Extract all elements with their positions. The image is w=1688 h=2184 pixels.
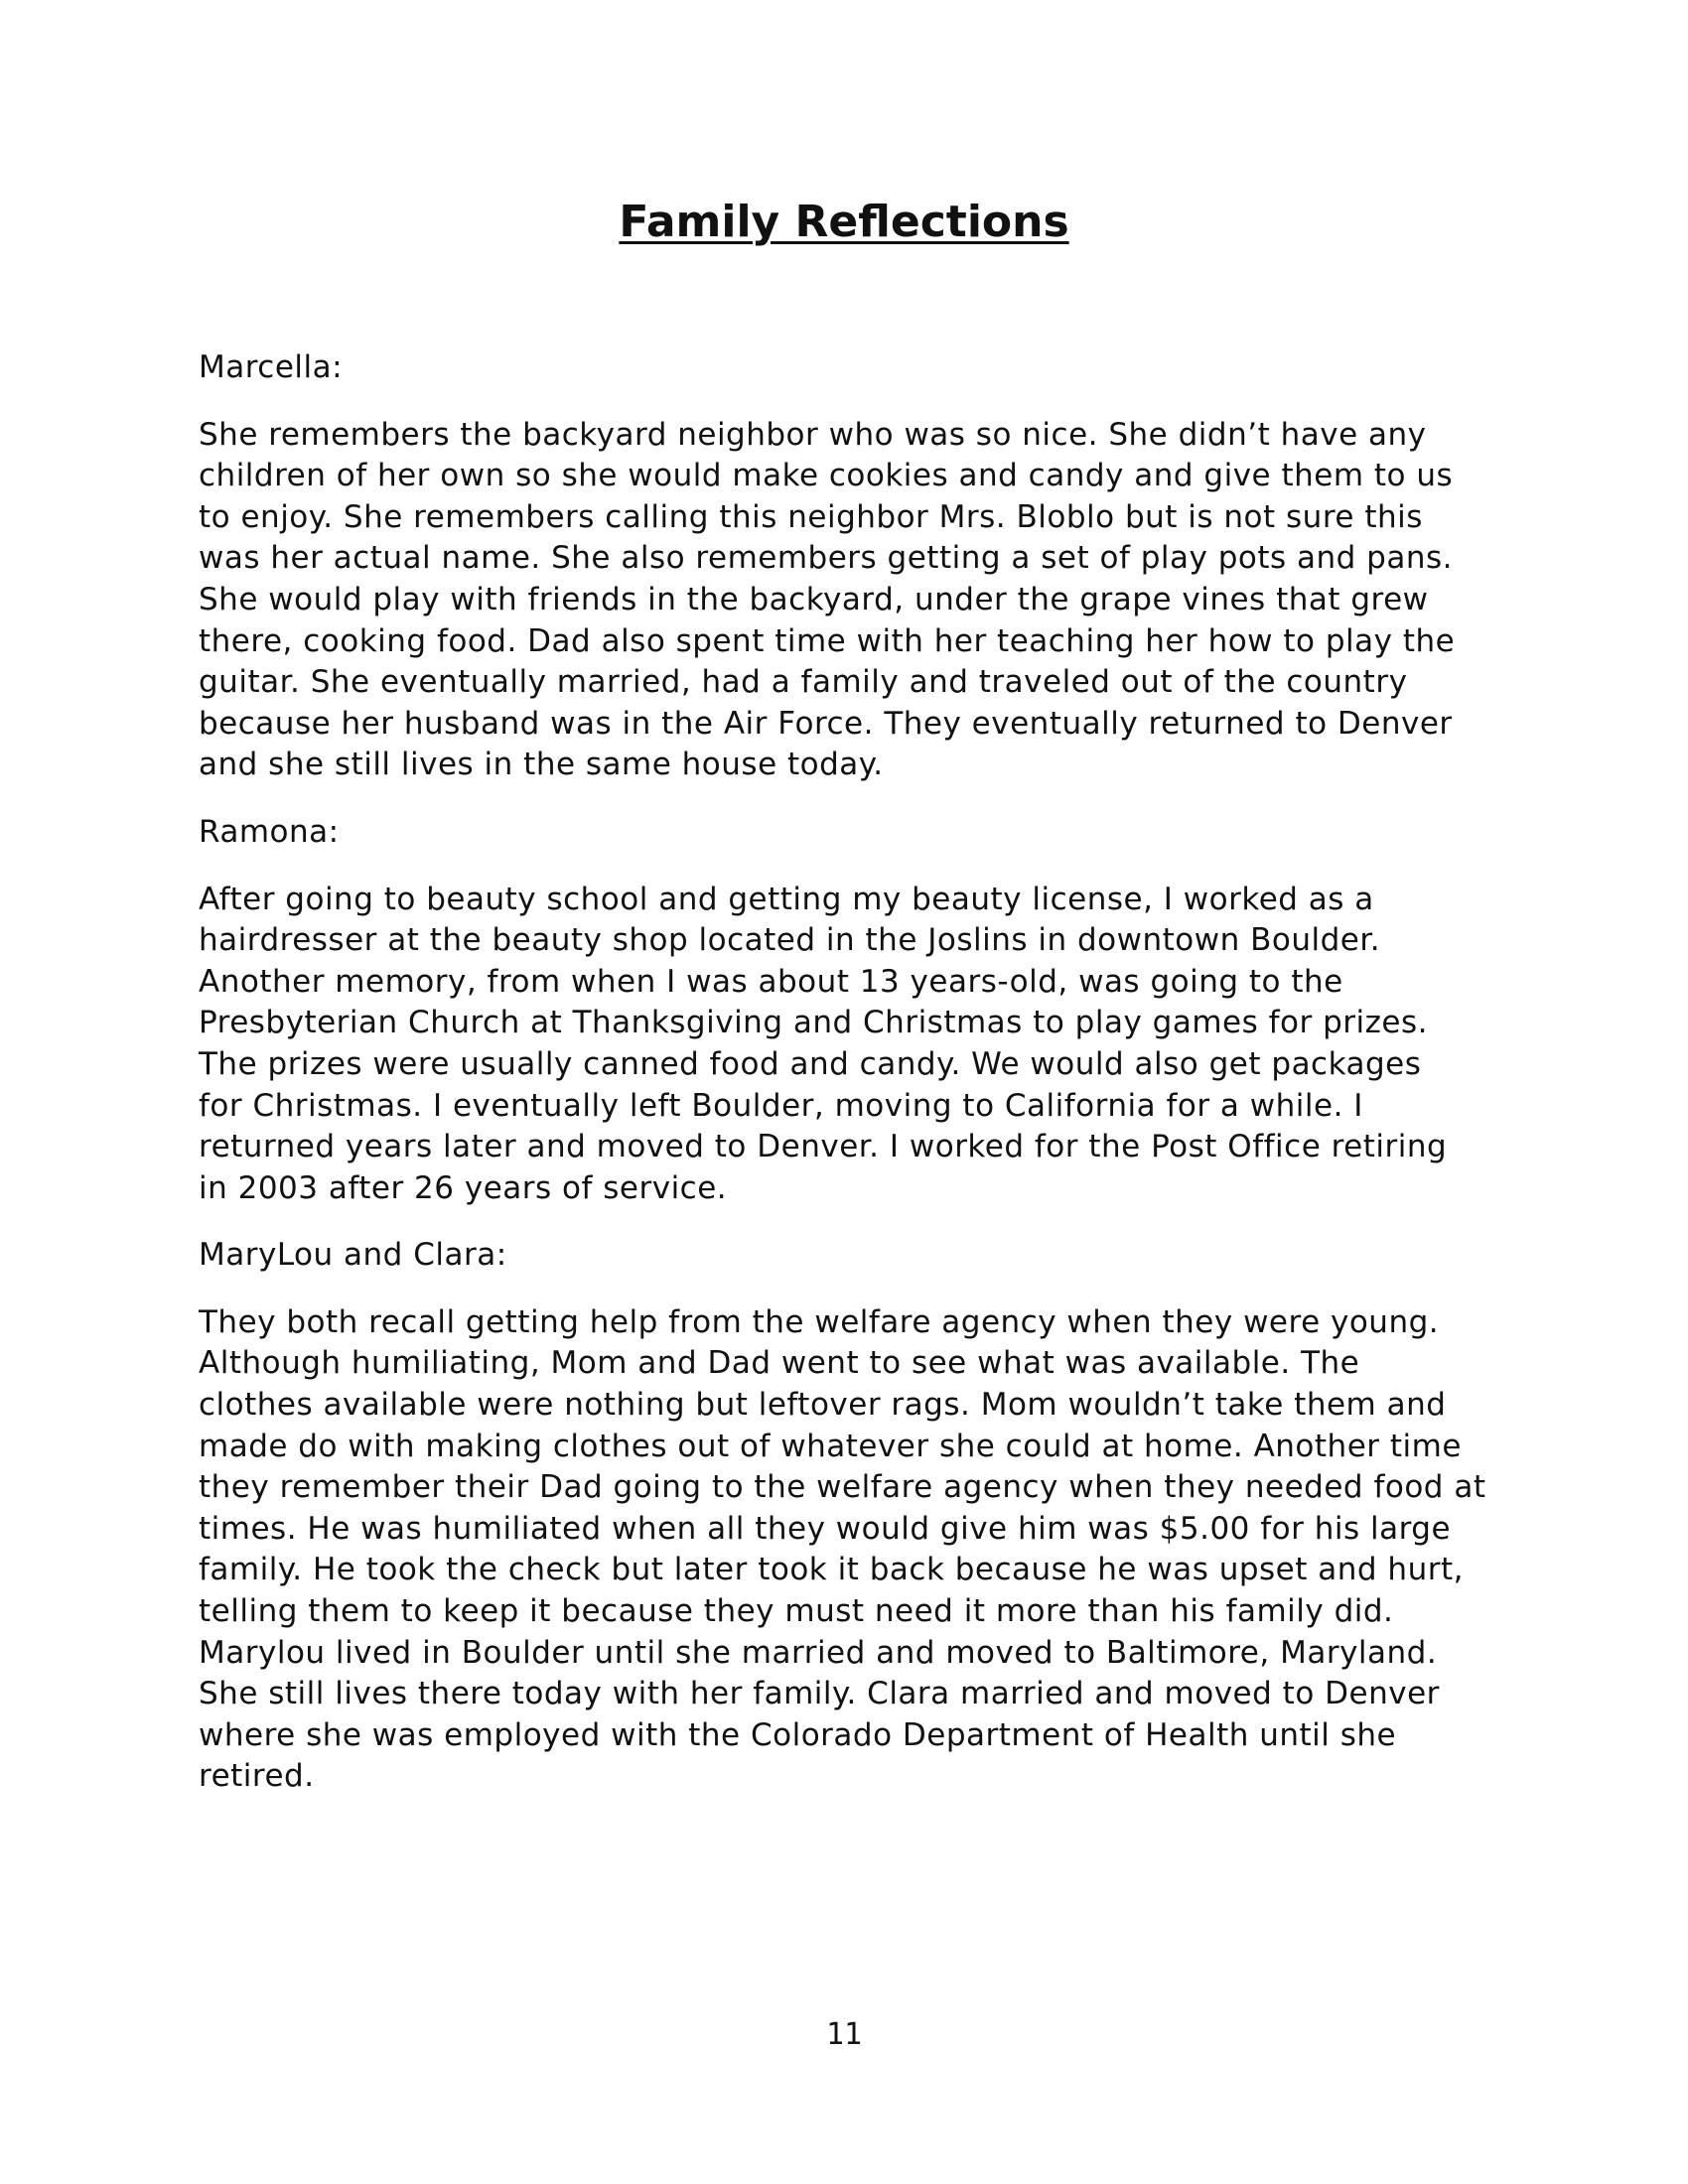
document-content [199,347,1489,1824]
section-marcella [199,347,1489,786]
section-marylou-and-clara [199,1235,1489,1798]
page-number: 11 [825,2017,863,2052]
page-title: Family Reflections [619,197,1069,247]
section-label: Marcella: [199,349,344,385]
section-ramona [199,812,1489,1209]
section-paragraph: They both recall getting help from the welfare agency when they were young. Although humiliating, Mom and Dad went to see what was available. The clothes available were nothing but leftover rags. Mom wouldn’t take them and made do with making clothes out of whatever she could at home. Another time they remember their Dad going to the welfare agency when they needed food at times. He was humiliated when all they would give him was $5.00 for his large family. He took the check but later took it back because he was upset and hurt, telling them to keep it because they must need it more than his family did. Marylou lived in Boulder until she married and moved to Baltimore, Maryland. She still lives there today with her family. Clara married and moved to Denver where she was employed with the Colorado Department of Health until she retired. [199,1303,1486,1795]
section-label: Ramona: [199,813,340,850]
section-paragraph: She remembers the backyard neighbor who was so nice. She didn’t have any children of her own so she would make cookies and candy and give them to us to enjoy. She remembers calling this neighbor Mrs. Bloblo but is not sure this was her actual name. She also remembers getting a set of play pots and pans. She would play with friends in the backyard, under the grape vines that grew there, cooking food. Dad also spent time with her teaching her how to play the guitar. She eventually married, had a family and traveled out of the country because her husband was in the Air Force. They eventually returned to Denver and she still lives in the same house today. [199,416,1456,783]
section-label: MaryLou and Clara: [199,1237,507,1274]
section-paragraph: After going to beauty school and getting my beauty license, I worked as a hairdresser at the beauty shop located in the Joslins in downtown Boulder. Another memory, from when I was about 13 years-old, was going to the Presbyterian Church at Thanksgiving and Christmas to play games for prizes. The prizes were usually canned food and candy. We would also get packages for Christmas. I eventually left Boulder, moving to California for a while. I returned years later and moved to Denver. I worked for the Post Office retiring in 2003 after 26 years of service. [199,881,1448,1206]
